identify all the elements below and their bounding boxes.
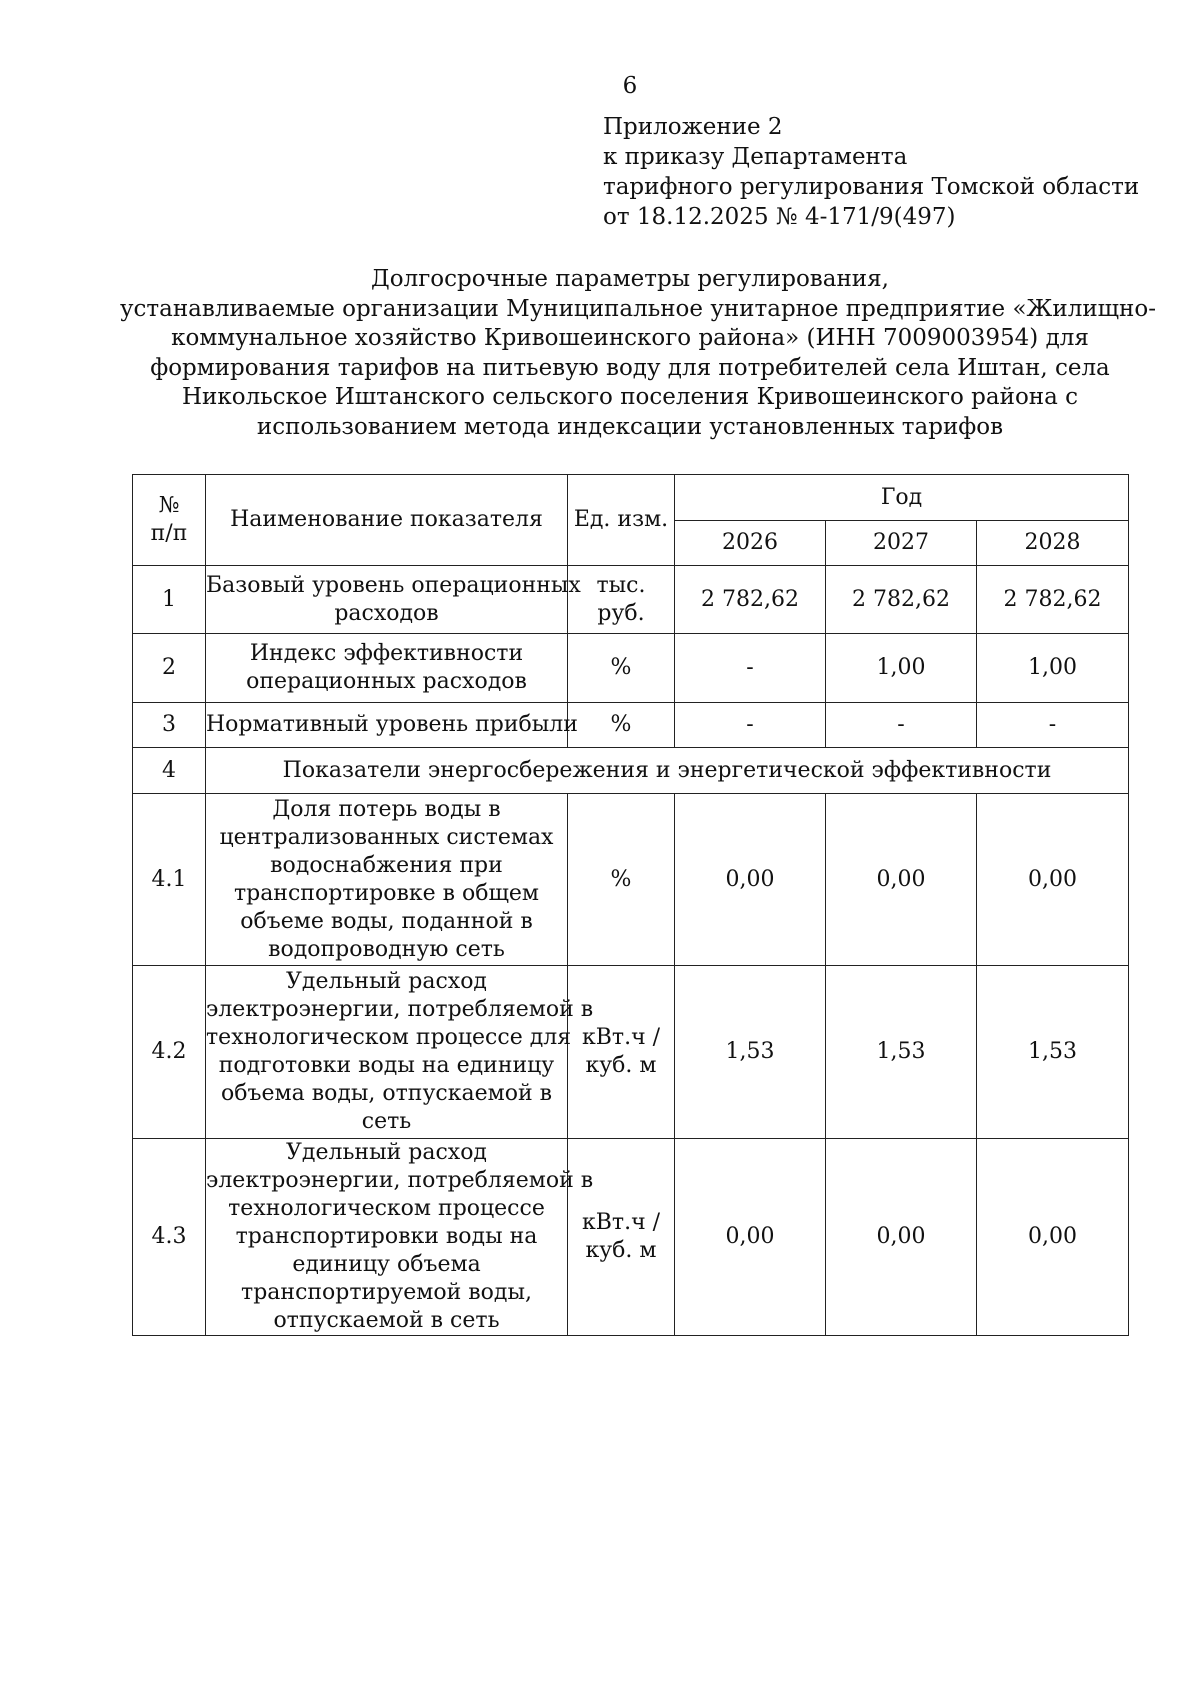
table-row	[133, 966, 1129, 1139]
value-2026: 2 782,62	[675, 566, 826, 634]
table-row	[133, 703, 1129, 748]
indicator-name	[206, 634, 568, 703]
appendix-line: от 18.12.2025 № 4-171/9(497)	[603, 204, 956, 230]
indicator-name-line: Доля потерь воды в	[272, 796, 501, 822]
appendix-line: Приложение 2	[603, 114, 783, 140]
title-line: формирования тарифов на питьевую воду для потребителей села Иштан, села	[150, 354, 1110, 381]
header-year-group: Год	[675, 475, 1129, 521]
value-2027: 0,00	[826, 794, 977, 966]
indicator-name-line: электроэнергии, потребляемой в	[206, 997, 594, 1022]
unit	[568, 703, 675, 748]
indicator-name-line: единицу объема	[292, 1252, 481, 1277]
indicator-name-line: Удельный расход	[286, 1140, 487, 1165]
value-2027: 1,53	[826, 966, 977, 1139]
row-number: 4.2	[133, 966, 206, 1139]
title-line: Долгосрочные параметры регулирования,	[371, 266, 889, 292]
indicator-name	[206, 1139, 594, 1336]
unit-line: тыс.	[596, 572, 646, 598]
unit-line: %	[610, 712, 632, 737]
value-2028: 0,00	[977, 794, 1129, 966]
unit-line: %	[610, 655, 632, 680]
indicator-name-line: Индекс эффективности	[249, 641, 524, 666]
table-row	[133, 794, 1129, 966]
header-unit: Ед. изм.	[568, 475, 675, 566]
table-header-row	[133, 475, 1129, 521]
indicator-name-line: электроэнергии, потребляемой в	[206, 1168, 594, 1193]
unit	[568, 634, 675, 703]
indicator-name-line: сеть	[361, 1109, 412, 1134]
indicator-name-line: отпускаемой в сеть	[273, 1308, 500, 1333]
appendix-block	[603, 112, 1139, 232]
title-line: Никольское Иштанского сельского поселения Кривошеинского района с	[181, 384, 1079, 410]
header-num: № п/п	[133, 475, 206, 566]
section-label: Показатели энергосбережения и энергетической эффективности	[206, 748, 1129, 794]
page-number: 6	[622, 73, 638, 99]
indicator-name-line: транспортировки воды на	[235, 1224, 538, 1249]
table-row	[133, 1139, 1129, 1336]
header-name: Наименование показателя	[206, 475, 568, 566]
indicator-name-line: водоснабжения при	[270, 852, 503, 878]
value-2028: -	[977, 703, 1129, 748]
appendix-line: к приказу Департамента	[603, 144, 908, 170]
indicator-name-line: объеме воды, поданной в	[240, 908, 533, 934]
value-2026: 0,00	[675, 794, 826, 966]
header-year: 2027	[826, 521, 977, 566]
indicator-name	[206, 566, 581, 634]
title-line: использованием метода индексации установленных тарифов	[256, 413, 1004, 440]
document-title	[120, 265, 1156, 442]
title-line: коммунальное хозяйство Кривошеинского района» (ИНН 7009003954) для	[171, 325, 1089, 351]
appendix-line: тарифного регулирования Томской области	[603, 174, 1140, 200]
indicator-name-line: Базовый уровень операционных	[206, 572, 581, 598]
row-number: 4	[133, 748, 206, 794]
indicator-name-line: операционных расходов	[246, 669, 527, 694]
parameters-table	[132, 474, 1129, 1336]
indicator-name-line: объема воды, отпускаемой в	[220, 1081, 553, 1106]
value-2027: 0,00	[826, 1139, 977, 1336]
indicator-name-line: Удельный расход	[286, 969, 487, 994]
unit	[568, 566, 675, 634]
indicator-name-line: расходов	[334, 600, 439, 626]
indicator-name-line: транспортируемой воды,	[241, 1280, 532, 1305]
table-row	[133, 634, 1129, 703]
value-2026: -	[675, 634, 826, 703]
indicator-name-line: подготовки воды на единицу	[218, 1053, 555, 1078]
value-2027: -	[826, 703, 977, 748]
value-2028: 1,53	[977, 966, 1129, 1139]
value-2027: 2 782,62	[826, 566, 977, 634]
unit-line: %	[610, 866, 632, 892]
value-2028: 1,00	[977, 634, 1129, 703]
unit-line: кВт.ч /	[581, 1210, 661, 1235]
value-2027: 1,00	[826, 634, 977, 703]
row-number: 3	[133, 703, 206, 748]
value-2028: 0,00	[977, 1139, 1129, 1336]
indicator-name	[206, 703, 578, 748]
value-2026: 0,00	[675, 1139, 826, 1336]
indicator-name-line: Нормативный уровень прибыли	[206, 712, 578, 737]
table-section-row	[133, 748, 1129, 794]
indicator-name-line: водопроводную сеть	[268, 936, 505, 962]
indicator-name-line: централизованных системах	[219, 824, 554, 850]
unit-line: куб. м	[585, 1053, 657, 1078]
row-number: 4.1	[133, 794, 206, 966]
indicator-name	[206, 966, 594, 1139]
indicator-name-line: технологическом процессе	[228, 1196, 545, 1221]
unit-line: руб.	[597, 600, 645, 626]
value-2028: 2 782,62	[977, 566, 1129, 634]
unit-line: куб. м	[585, 1238, 657, 1263]
row-number: 1	[133, 566, 206, 634]
value-2026: 1,53	[675, 966, 826, 1139]
table-row	[133, 566, 1129, 634]
row-number: 2	[133, 634, 206, 703]
header-year: 2026	[675, 521, 826, 566]
header-year: 2028	[977, 521, 1129, 566]
value-2026: -	[675, 703, 826, 748]
indicator-name-line: технологическом процессе для	[206, 1025, 572, 1050]
row-number: 4.3	[133, 1139, 206, 1336]
unit-line: кВт.ч /	[581, 1025, 661, 1050]
indicator-name	[206, 794, 568, 966]
title-line: устанавливаемые организации Муниципальное унитарное предприятие «Жилищно-	[120, 295, 1156, 322]
unit	[568, 966, 675, 1139]
indicator-name-line: транспортировке в общем	[233, 880, 540, 906]
unit	[568, 794, 675, 966]
